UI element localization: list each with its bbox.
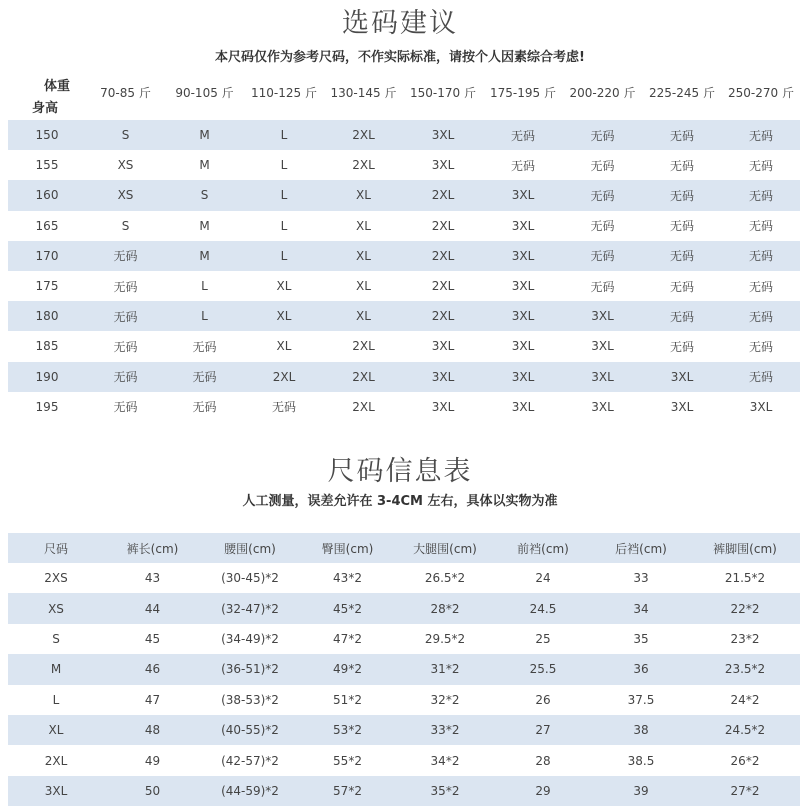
measurement-cell: 31*2 xyxy=(396,654,494,684)
measurement-cell: 57*2 xyxy=(299,776,396,806)
size-info-table xyxy=(8,533,800,806)
size-cell: 3XL xyxy=(511,339,535,354)
size-cell: 无码 xyxy=(510,158,535,173)
measurement-cell: (34-49)*2 xyxy=(221,631,279,646)
measurement-cell: 21.5*2 xyxy=(724,571,766,586)
size-cell: 无码 xyxy=(192,339,217,354)
size-cell: XS xyxy=(117,158,134,173)
measurement-cell: 47*2 xyxy=(333,631,362,646)
table-row xyxy=(8,301,800,331)
measurement-cell: (44-59)*2 xyxy=(201,776,299,806)
weight-axis-label: 体重 xyxy=(44,79,71,94)
table-row xyxy=(8,331,800,361)
size-cell: XS xyxy=(86,180,165,210)
size-cell: L xyxy=(280,218,288,233)
measurement-cell: 23*2 xyxy=(730,631,760,646)
size-cell: 无码 xyxy=(748,339,773,354)
weight-range-header: 150-170 斤 xyxy=(410,85,476,100)
size-cell: 无码 xyxy=(642,180,722,210)
weight-range-header: 110-125 斤 xyxy=(251,85,317,100)
size-cell: S xyxy=(121,218,130,233)
measurement-cell: 51*2 xyxy=(333,692,362,707)
size-cell: 2XL xyxy=(324,362,403,392)
measurement-cell: 46 xyxy=(104,654,201,684)
size-cell: 3XL xyxy=(511,399,535,414)
measurement-cell: 26 xyxy=(535,692,551,707)
size-cell: 无码 xyxy=(669,339,694,354)
size-cell: S xyxy=(86,120,165,150)
size-cell: 3XL xyxy=(642,362,722,392)
size-cell: 无码 xyxy=(669,219,694,234)
size-cell: 2XL xyxy=(431,279,455,294)
size-suggestion-title: 选码建议 xyxy=(342,8,458,39)
weight-header-row xyxy=(8,64,800,120)
measurement-cell: XL xyxy=(8,715,104,745)
column-header: 后裆(cm) xyxy=(592,533,690,563)
column-header: 腰围(cm) xyxy=(201,533,299,563)
column-header: 前裆(cm) xyxy=(494,533,592,563)
size-cell: 2XL xyxy=(244,362,324,392)
measurement-cell: (30-45)*2 xyxy=(221,571,279,586)
size-cell: XL xyxy=(324,301,403,331)
size-cell: 3XL xyxy=(431,158,455,173)
measurement-cell: L xyxy=(52,692,60,707)
size-cell: XL xyxy=(356,279,371,294)
weight-range-header: 90-105 斤 xyxy=(175,85,234,100)
size-suggestion-subtitle: 本尺码仅作为参考尺码，不作实际标准，请按个人因素综合考虑! xyxy=(215,50,585,65)
size-cell: 无码 xyxy=(722,362,800,392)
column-header: 臀围(cm) xyxy=(299,533,396,563)
size-cell: 3XL xyxy=(403,362,483,392)
measurement-cell: 55*2 xyxy=(333,753,362,768)
measurement-cell: 27 xyxy=(494,715,592,745)
measurement-cell: M xyxy=(8,654,104,684)
size-cell: 无码 xyxy=(669,279,694,294)
table-row xyxy=(8,211,800,241)
size-cell: 无码 xyxy=(722,241,800,271)
size-cell: 2XL xyxy=(403,241,483,271)
measurement-cell: (36-51)*2 xyxy=(201,654,299,684)
size-cell: 3XL xyxy=(591,339,614,354)
size-cell: XL xyxy=(356,218,371,233)
size-cell: 无码 xyxy=(165,362,244,392)
measurement-cell: 26*2 xyxy=(730,753,760,768)
height-cell: 190 xyxy=(8,362,86,392)
size-cell: L xyxy=(165,301,244,331)
height-cell: 195 xyxy=(35,399,59,414)
size-cell: M xyxy=(165,120,244,150)
size-cell: 无码 xyxy=(113,279,138,294)
size-cell: 无码 xyxy=(86,241,165,271)
size-cell: 2XL xyxy=(324,120,403,150)
measurement-cell: 45*2 xyxy=(299,593,396,623)
size-cell: 3XL xyxy=(670,399,694,414)
weight-range-header: 200-220 斤 xyxy=(569,85,636,100)
size-cell: 无码 xyxy=(113,400,138,415)
height-cell: 180 xyxy=(8,301,86,331)
size-cell: L xyxy=(244,120,324,150)
size-cell: 无码 xyxy=(483,120,563,150)
measurement-cell: 24.5 xyxy=(494,593,592,623)
measurement-cell: 39 xyxy=(592,776,690,806)
measurement-cell: 49*2 xyxy=(299,654,396,684)
measurement-cell: 24*2 xyxy=(730,692,760,707)
size-cell: 无码 xyxy=(86,362,165,392)
measurement-cell: 44 xyxy=(104,593,201,623)
measurement-cell: 32*2 xyxy=(430,692,460,707)
weight-range-header: 130-145 斤 xyxy=(330,85,397,100)
size-cell: 3XL xyxy=(511,218,535,233)
size-cell: 无码 xyxy=(590,279,615,294)
weight-range-header: 175-195 斤 xyxy=(490,85,556,100)
measurement-cell: 35 xyxy=(633,631,649,646)
height-cell: 185 xyxy=(35,339,59,354)
measurement-cell: 2XL xyxy=(44,753,68,768)
measurement-cell: 27*2 xyxy=(690,776,800,806)
column-header: 裤长(cm) xyxy=(104,533,201,563)
height-cell: 170 xyxy=(8,241,86,271)
measurement-cell: 23.5*2 xyxy=(690,654,800,684)
size-cell: L xyxy=(244,180,324,210)
size-cell: 无码 xyxy=(748,219,773,234)
size-cell: 无码 xyxy=(271,400,296,415)
size-cell: 3XL xyxy=(403,120,483,150)
size-cell: 无码 xyxy=(563,241,642,271)
measurement-cell: 35*2 xyxy=(396,776,494,806)
table-row xyxy=(8,715,800,745)
measurement-cell: 26.5*2 xyxy=(424,571,466,586)
measurement-cell: 36 xyxy=(592,654,690,684)
table-row xyxy=(8,120,800,150)
size-cell: XL xyxy=(244,301,324,331)
corner-header xyxy=(8,64,86,120)
table-row xyxy=(8,776,800,806)
size-cell: 无码 xyxy=(748,279,773,294)
table-row xyxy=(8,150,800,180)
table-row xyxy=(8,180,800,210)
measurement-cell: 53*2 xyxy=(299,715,396,745)
measurement-cell: (40-55)*2 xyxy=(201,715,299,745)
size-cell: 无码 xyxy=(563,120,642,150)
table-row xyxy=(8,745,800,775)
size-suggestion-table xyxy=(8,64,800,422)
size-cell: XL xyxy=(324,241,403,271)
measurement-cell: (42-57)*2 xyxy=(221,753,279,768)
size-cell: 无码 xyxy=(642,120,722,150)
size-cell: 无码 xyxy=(722,120,800,150)
size-cell: 3XL xyxy=(483,241,563,271)
size-cell: 无码 xyxy=(113,339,138,354)
weight-range-header: 250-270 斤 xyxy=(728,85,794,100)
size-cell: M xyxy=(199,158,210,173)
table-row xyxy=(8,362,800,392)
size-cell: 无码 xyxy=(722,180,800,210)
weight-range-header: 225-245 斤 xyxy=(649,85,715,100)
measurement-cell: 22*2 xyxy=(690,593,800,623)
measurement-cell: 47 xyxy=(144,692,161,707)
height-axis-label: 身高 xyxy=(32,101,59,116)
size-cell: 无码 xyxy=(722,301,800,331)
size-cell: M xyxy=(165,241,244,271)
measurement-cell: 45 xyxy=(144,631,161,646)
size-cell: 无码 xyxy=(86,301,165,331)
height-cell: 175 xyxy=(35,279,59,294)
size-cell: 无码 xyxy=(563,180,642,210)
measurement-cell: 34*2 xyxy=(430,753,460,768)
measurement-cell: 33 xyxy=(633,571,649,586)
column-header: 大腿围(cm) xyxy=(396,533,494,563)
size-cell: XL xyxy=(276,339,292,354)
size-cell: 3XL xyxy=(563,301,642,331)
measurement-cell: S xyxy=(52,631,60,646)
size-cell: 3XL xyxy=(563,362,642,392)
height-cell: 165 xyxy=(35,218,59,233)
measurement-cell: 24 xyxy=(535,571,551,586)
size-cell: L xyxy=(201,279,208,294)
size-cell: 3XL xyxy=(483,362,563,392)
size-cell: L xyxy=(280,158,288,173)
height-cell: 155 xyxy=(35,158,59,173)
measurement-cell: 49 xyxy=(144,753,161,768)
table-row xyxy=(8,392,800,422)
measurement-cell: 43*2 xyxy=(333,571,362,586)
measurement-cell: XS xyxy=(8,593,104,623)
size-cell: L xyxy=(244,241,324,271)
measurement-cell: 43 xyxy=(144,571,161,586)
size-cell: 3XL xyxy=(591,399,614,414)
weight-range-header: 70-85 斤 xyxy=(100,85,151,100)
size-cell: 无码 xyxy=(642,241,722,271)
size-cell: 无码 xyxy=(590,219,615,234)
table-row xyxy=(8,624,800,654)
size-cell: 3XL xyxy=(749,399,773,414)
measurement-cell: 48 xyxy=(104,715,201,745)
table-row xyxy=(8,241,800,271)
size-cell: 无码 xyxy=(669,158,694,173)
measurement-cell: (32-47)*2 xyxy=(201,593,299,623)
table-row xyxy=(8,654,800,684)
measurement-cell: 50 xyxy=(104,776,201,806)
size-cell: S xyxy=(165,180,244,210)
size-info-header-row xyxy=(8,533,800,563)
measurement-cell: 29.5*2 xyxy=(424,631,466,646)
size-cell: 2XL xyxy=(403,301,483,331)
size-cell: 3XL xyxy=(483,180,563,210)
size-cell: 无码 xyxy=(642,301,722,331)
table-row xyxy=(8,593,800,623)
table-row xyxy=(8,685,800,715)
size-cell: 3XL xyxy=(431,399,455,414)
size-cell: 2XL xyxy=(403,180,483,210)
size-cell: XL xyxy=(324,180,403,210)
table-row xyxy=(8,271,800,301)
measurement-cell: 33*2 xyxy=(396,715,494,745)
height-cell: 150 xyxy=(8,120,86,150)
size-cell: 3XL xyxy=(511,279,535,294)
measurement-cell: 3XL xyxy=(8,776,104,806)
size-cell: 无码 xyxy=(590,158,615,173)
size-cell: 无码 xyxy=(192,400,217,415)
measurement-cell: 2XS xyxy=(44,571,68,586)
size-cell: 2XL xyxy=(352,399,375,414)
measurement-cell: (38-53)*2 xyxy=(221,692,279,707)
size-cell: M xyxy=(199,218,210,233)
size-info-title: 尺码信息表 xyxy=(327,456,473,487)
measurement-cell: 28 xyxy=(535,753,551,768)
size-cell: 3XL xyxy=(431,339,455,354)
table-row xyxy=(8,563,800,593)
height-cell: 160 xyxy=(8,180,86,210)
measurement-cell: 34 xyxy=(592,593,690,623)
size-cell: 2XL xyxy=(352,339,375,354)
column-header: 尺码 xyxy=(8,533,104,563)
measurement-cell: 25 xyxy=(535,631,551,646)
measurement-cell: 37.5 xyxy=(627,692,655,707)
size-cell: 3XL xyxy=(483,301,563,331)
measurement-cell: 25.5 xyxy=(494,654,592,684)
size-cell: 2XL xyxy=(352,158,375,173)
measurement-cell: 28*2 xyxy=(396,593,494,623)
size-cell: 无码 xyxy=(748,158,773,173)
size-cell: 2XL xyxy=(431,218,455,233)
column-header: 裤脚围(cm) xyxy=(690,533,800,563)
size-info-subtitle: 人工测量，误差允许在 3-4CM 左右，具体以实物为准 xyxy=(242,494,558,509)
measurement-cell: 24.5*2 xyxy=(690,715,800,745)
size-cell: XL xyxy=(276,279,292,294)
measurement-cell: 38 xyxy=(592,715,690,745)
measurement-cell: 29 xyxy=(494,776,592,806)
measurement-cell: 38.5 xyxy=(627,753,655,768)
